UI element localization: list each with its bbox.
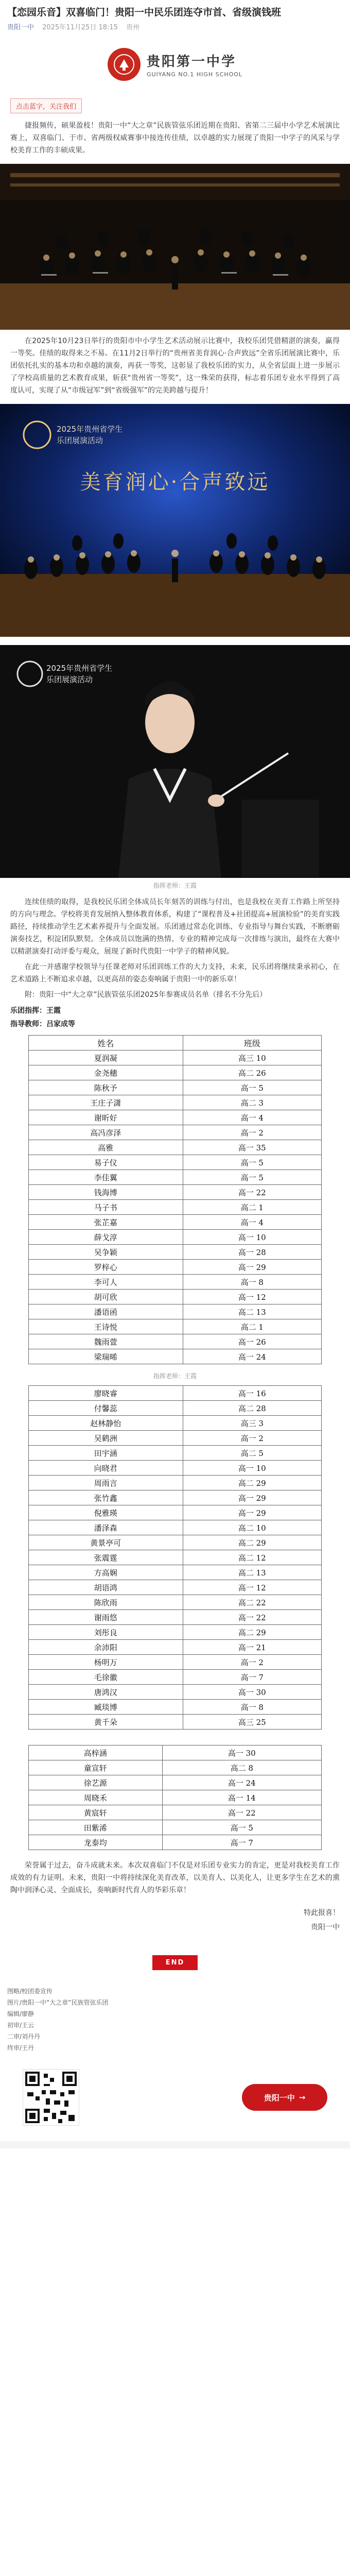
account-name-link[interactable]: 贵阳一中 [7, 24, 34, 31]
table-row [29, 1685, 322, 1700]
table-row [29, 1349, 322, 1364]
table-row [29, 1125, 322, 1140]
member-class-cell: 高二 10 [183, 1520, 321, 1535]
school-logo-banner [0, 37, 350, 87]
member-name-cell: 陈欣雨 [29, 1595, 183, 1610]
article-meta [0, 20, 350, 37]
table-row [29, 1760, 322, 1775]
table-row [29, 1476, 322, 1490]
member-class-cell: 高一 4 [183, 1110, 321, 1125]
table-row [29, 1185, 322, 1200]
school-name-cn: 贵阳第一中学 [146, 54, 236, 70]
member-class-cell: 高一 2 [183, 1125, 321, 1140]
table-row [29, 1446, 322, 1461]
member-table-3 [28, 1745, 322, 1850]
table-row [29, 1790, 322, 1805]
member-name-cell: 马子书 [29, 1200, 183, 1215]
credit-line: 编辑/廖静 [7, 2010, 34, 2018]
member-class-cell: 高一 24 [162, 1775, 321, 1790]
member-name-cell: 赵林静怡 [29, 1416, 183, 1431]
table-row [29, 1245, 322, 1260]
table-row [29, 1416, 322, 1431]
table-row [29, 1290, 322, 1304]
paragraph-list-intro: 附：贵阳一中“大之章”民族管弦乐团2025年参赛成员名单（排名不分先后） [25, 991, 267, 999]
paragraph-thanks: 在此一并感谢学校领导与任课老师对乐团训练工作的大力支持，未来，民乐团将继续秉承初心，在艺术道路上不断追求卓越，以更高昂的姿态奏响属于贵阳一中的新乐章！ [10, 963, 340, 984]
member-class-cell: 高二 3 [183, 1095, 321, 1110]
member-name-cell: 余沛阳 [29, 1640, 183, 1655]
member-class-cell: 高三 10 [183, 1050, 321, 1065]
school-name-en: GUIYANG NO.1 HIGH SCHOOL [146, 71, 243, 78]
member-class-cell: 高二 1 [183, 1319, 321, 1334]
table-row [29, 1260, 322, 1275]
table-row [29, 1319, 322, 1334]
member-class-cell: 高二 29 [183, 1625, 321, 1640]
table-row [29, 1334, 322, 1349]
member-name-cell: 王庄子潇 [29, 1095, 183, 1110]
member-class-cell: 高一 5 [183, 1080, 321, 1095]
table-row [29, 1820, 322, 1835]
member-class-cell: 高一 12 [183, 1290, 321, 1304]
member-class-cell: 高二 12 [183, 1550, 321, 1565]
banner-slogan: 美育润心·合声致远 [80, 470, 270, 494]
conductor-caption: 指挥老师：王霞 [153, 882, 197, 889]
member-name-cell: 向晓君 [29, 1461, 183, 1476]
member-class-cell: 高一 30 [162, 1745, 321, 1760]
footer-divider [0, 2141, 350, 2148]
member-name-cell: 易子仪 [29, 1155, 183, 1170]
end-marker: END [152, 1955, 198, 1970]
member-name-cell: 胡语鸿 [29, 1580, 183, 1595]
member-class-cell: 高一 24 [183, 1349, 321, 1364]
article-title: 【恋园乐音】双喜临门！贵阳一中民乐团连夺市首、省级演钱班 [7, 7, 282, 18]
list-director: 指导教师：吕家成等 [10, 1020, 75, 1028]
member-class-cell: 高三 25 [183, 1715, 321, 1730]
member-class-cell: 高二 29 [183, 1535, 321, 1550]
table-row [29, 1595, 322, 1610]
member-table-2 [28, 1385, 322, 1730]
concert-photo-stage [0, 164, 350, 330]
member-class-cell: 高一 8 [183, 1275, 321, 1290]
member-class-cell: 高一 22 [183, 1185, 321, 1200]
member-name-cell: 高雅 [29, 1140, 183, 1155]
follow-button-label: 贵阳一中 [264, 2093, 295, 2103]
member-class-cell: 高一 22 [162, 1805, 321, 1820]
arrow-right-icon: → [299, 2093, 306, 2102]
publish-date: 2025年11月25日 18:15 [42, 24, 118, 31]
table-row [29, 1655, 322, 1670]
table-row [29, 1550, 322, 1565]
member-class-cell: 高一 4 [183, 1215, 321, 1230]
member-name-cell: 罗梓心 [29, 1260, 183, 1275]
school-emblem-icon [108, 48, 141, 81]
credit-line: 初审/王云 [7, 2022, 34, 2029]
conductor-photo [0, 645, 350, 878]
member-name-cell: 廖晓睿 [29, 1386, 183, 1401]
credit-line: 图片/贵阳一中“大之章”民族管弦乐团 [7, 1999, 109, 2006]
member-class-cell: 高二 28 [183, 1401, 321, 1416]
list-leader: 乐团指挥：王霞 [10, 1007, 61, 1015]
table-row [29, 1745, 322, 1760]
table-row [29, 1155, 322, 1170]
member-name-cell: 付馨蕊 [29, 1401, 183, 1416]
member-name-cell: 钱海博 [29, 1185, 183, 1200]
table-row [29, 1431, 322, 1446]
member-class-cell: 高一 7 [162, 1835, 321, 1850]
table-header-name: 姓名 [29, 1036, 183, 1050]
member-class-cell: 高一 10 [183, 1461, 321, 1476]
member-name-cell: 唐鸿汉 [29, 1685, 183, 1700]
paragraph-results: 在2025年10月23日举行的贵阳市中小学生艺术活动展示比赛中，我校乐团凭借精湛的演奏，赢得一等奖。佳绩的取得来之不易。在11月2日举行的“贵州省美育润心·合声致远”全省乐团展演比赛中，乐团依托扎实的基本功和卓越的演奏，再获一等奖，这彰显了我校乐团的实力，从全省层面上进一步展示了学校高质量的艺术教育成果，斩获“贵州省一等奖”，这一殊荣的获得，标志着乐团专业水平得到了高度认可，实现了从“市级冠军”到“省级强军”的完美跨越与提升！ [10, 337, 340, 395]
credits-block [0, 1986, 350, 2054]
member-class-cell: 高一 29 [183, 1260, 321, 1275]
member-name-cell: 陈秋予 [29, 1080, 183, 1095]
member-class-cell: 高一 10 [183, 1230, 321, 1245]
table-row [29, 1715, 322, 1730]
member-name-cell: 李可人 [29, 1275, 183, 1290]
member-class-cell: 高一 5 [183, 1170, 321, 1185]
follow-account-button[interactable] [242, 2084, 327, 2111]
member-name-cell: 杨明万 [29, 1655, 183, 1670]
member-name-cell: 龙泰均 [29, 1835, 163, 1850]
qr-code-icon[interactable] [23, 2069, 79, 2126]
table-row [29, 1140, 322, 1155]
member-name-cell: 田宇涵 [29, 1446, 183, 1461]
member-name-cell: 倪雅瑛 [29, 1505, 183, 1520]
table-row [29, 1625, 322, 1640]
member-class-cell: 高一 21 [183, 1640, 321, 1655]
member-name-cell: 高梓涵 [29, 1745, 163, 1760]
table-row [29, 1835, 322, 1850]
member-name-cell: 王诗悦 [29, 1319, 183, 1334]
member-name-cell: 谢昕好 [29, 1110, 183, 1125]
member-name-cell: 高冯彦泽 [29, 1125, 183, 1140]
table-row [29, 1304, 322, 1319]
paragraph-practice: 连续佳绩的取得，是我校民乐团全体成员长年刻苦的训练与付出，也是我校在美育工作路上所坚持的方向与理念。学校将美育发展纳入整体教育体系，构建了“课程普及+社团提高+展演检验”的美育实践路径，持续推动学生艺术素养提升与全面发展。乐团通过常态化训练、专业指导与舞台实践，不断磨砺演奏技艺，积淀团队默契。全体成员以饱满的热情、专业的精神完成每一次排练与演出，最终在大赛中以精湛演奏打动评委与观众，展现了新时代贵阳一中学子的精神风貌。 [10, 898, 340, 956]
table-row [29, 1080, 322, 1095]
member-name-cell: 吴争颖 [29, 1245, 183, 1260]
member-name-cell: 谢雨悠 [29, 1610, 183, 1625]
member-name-cell: 张震霆 [29, 1550, 183, 1565]
table-row [29, 1520, 322, 1535]
member-name-cell: 李佳翼 [29, 1170, 183, 1185]
member-class-cell: 高一 29 [183, 1505, 321, 1520]
table-row [29, 1670, 322, 1685]
member-class-cell: 高一 8 [183, 1700, 321, 1715]
member-name-cell: 毛徐徽 [29, 1670, 183, 1685]
member-class-cell: 高一 12 [183, 1580, 321, 1595]
conductor-caption-2: 指挥老师：王霞 [153, 1372, 197, 1380]
member-class-cell: 高一 29 [183, 1490, 321, 1505]
member-class-cell: 高二 1 [183, 1200, 321, 1215]
member-table-1 [28, 1035, 322, 1364]
member-class-cell: 高一 2 [183, 1431, 321, 1446]
table-row [29, 1505, 322, 1520]
table-row [29, 1065, 322, 1080]
table-row [29, 1215, 322, 1230]
table-row [29, 1401, 322, 1416]
table-row [29, 1775, 322, 1790]
member-class-cell: 高一 30 [183, 1685, 321, 1700]
member-name-cell: 方高娴 [29, 1565, 183, 1580]
table-row [29, 1535, 322, 1550]
member-name-cell: 田紫浠 [29, 1820, 163, 1835]
credit-line: 图略/校团委宣传 [7, 1988, 53, 1995]
member-name-cell: 梁瑞晞 [29, 1349, 183, 1364]
member-name-cell: 周晓禾 [29, 1790, 163, 1805]
table-row [29, 1610, 322, 1625]
table-header-class: 班级 [183, 1036, 321, 1050]
member-class-cell: 高一 2 [183, 1655, 321, 1670]
school-logo [108, 48, 242, 81]
member-class-cell: 高一 35 [183, 1140, 321, 1155]
member-name-cell: 张芷嘉 [29, 1215, 183, 1230]
member-name-cell: 潘语函 [29, 1304, 183, 1319]
table-row [29, 1110, 322, 1125]
banner-event-tag: 2025年贵州省学生 乐团展演活动 [57, 425, 123, 445]
table-row [29, 1461, 322, 1476]
banner-stage-illustration [0, 404, 350, 637]
table-row [29, 1700, 322, 1715]
member-class-cell: 高一 28 [183, 1245, 321, 1260]
member-class-cell: 高一 14 [162, 1790, 321, 1805]
member-class-cell: 高二 8 [162, 1760, 321, 1775]
signature-line-2: 贵阳一中 [311, 1923, 340, 1931]
table-row [29, 1580, 322, 1595]
paragraph-intro: 捷报频传，硕果盈枝！贵阳一中“大之章”民族管弦乐团近期在贵阳、省第二三届中小学艺术展演比赛上，双喜临门、于市、省两级权威赛事中接连传佳绩，以卓越的实力展现了贵阳一中学子的风采与学校美育工作的丰硕成果。 [10, 122, 340, 155]
table-row [29, 1805, 322, 1820]
member-class-cell: 高二 13 [183, 1304, 321, 1319]
member-class-cell: 高一 16 [183, 1386, 321, 1401]
conductor-photo-tag: 2025年贵州省学生 乐团展演活动 [46, 664, 113, 684]
member-class-cell: 高二 13 [183, 1565, 321, 1580]
member-class-cell: 高一 5 [162, 1820, 321, 1835]
stage-illustration [0, 164, 350, 330]
table-row [29, 1565, 322, 1580]
member-name-cell: 魏雨萱 [29, 1334, 183, 1349]
member-name-cell: 刘彤良 [29, 1625, 183, 1640]
member-name-cell: 吴鹤洲 [29, 1431, 183, 1446]
member-name-cell: 张竹鑫 [29, 1490, 183, 1505]
member-class-cell: 高二 22 [183, 1595, 321, 1610]
table-row [29, 1275, 322, 1290]
table-row [29, 1170, 322, 1185]
credit-line: 终审/王丹 [7, 2044, 34, 2052]
member-name-cell: 黄宸轩 [29, 1805, 163, 1820]
member-class-cell: 高一 26 [183, 1334, 321, 1349]
table-row [29, 1200, 322, 1215]
table-row [29, 1386, 322, 1401]
member-class-cell: 高二 26 [183, 1065, 321, 1080]
signature-line-1: 特此报喜！ [304, 1909, 340, 1917]
member-class-cell: 高一 22 [183, 1610, 321, 1625]
table-row [29, 1490, 322, 1505]
table-row [29, 1640, 322, 1655]
member-class-cell: 高三 3 [183, 1416, 321, 1431]
member-name-cell: 薛戈淳 [29, 1230, 183, 1245]
member-name-cell: 黄景亭可 [29, 1535, 183, 1550]
member-class-cell: 高二 29 [183, 1476, 321, 1490]
table-row [29, 1050, 322, 1065]
member-class-cell: 高一 7 [183, 1670, 321, 1685]
table-row [29, 1095, 322, 1110]
follow-badge[interactable]: 点击蓝字，关注我们 [10, 98, 82, 113]
member-class-cell: 高一 5 [183, 1155, 321, 1170]
concert-photo-banner [0, 404, 350, 637]
credit-line: 二审/刘丹丹 [7, 2033, 41, 2040]
member-name-cell: 胡可欣 [29, 1290, 183, 1304]
publish-location: 贵州 [126, 24, 140, 31]
member-name-cell: 黄千朵 [29, 1715, 183, 1730]
member-name-cell: 徐艺源 [29, 1775, 163, 1790]
table-row [29, 1230, 322, 1245]
member-name-cell: 周雨言 [29, 1476, 183, 1490]
member-name-cell: 童宣轩 [29, 1760, 163, 1775]
member-name-cell: 金尧穗 [29, 1065, 183, 1080]
paragraph-closing: 荣誉属于过去，奋斗成就未来。本次双喜临门不仅是对乐团专业实力的肯定，更是对我校美育工作成效的有力证明。未来，贵阳一中将持续深化美育改革，以美育人、以美化人，让更多学生在艺术的熏陶中润泽心灵、全面成长，奏响新时代育人的华彩乐章！ [10, 1861, 340, 1894]
member-name-cell: 夏润凝 [29, 1050, 183, 1065]
member-name-cell: 臧琰博 [29, 1700, 183, 1715]
member-name-cell: 潘泽森 [29, 1520, 183, 1535]
member-class-cell: 高二 5 [183, 1446, 321, 1461]
